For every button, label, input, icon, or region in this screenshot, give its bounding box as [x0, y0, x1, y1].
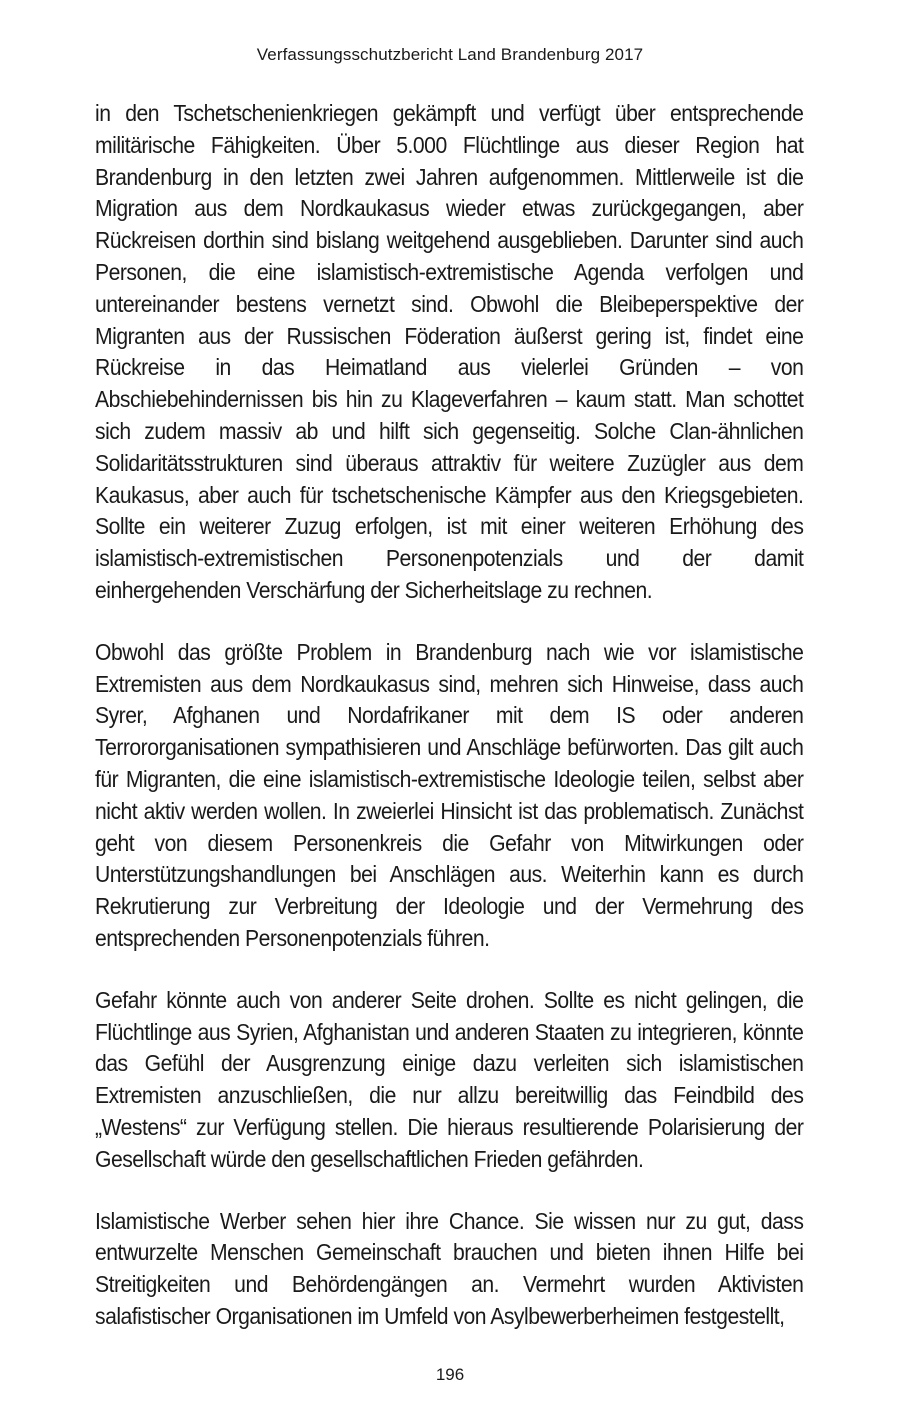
paragraph: Obwohl das größte Problem in Brandenburg nach wie vor islamistische Extremisten aus dem Nordkaukasus sind, mehren sich Hinweise, dass auch Syrer, Afghanen und Nordafrikaner mit dem IS oder anderen Terrororganisationen sympathisieren und Anschläge befürworten. Das gilt auch für Migranten, die eine islamistisch-extremistische Ideologie teilen, selbst aber nicht aktiv werden wollen. In zweierlei Hinsicht ist das problematisch. Zunächst geht von diesem Personenkreis die Gefahr von Mitwirkungen oder Unterstützungshandlungen bei Anschlägen aus. Weiterhin kann es durch Rekrutierung zur Verbreitung der Ideologie und der Vermehrung des entsprechenden Personenpotenzials führen. [95, 638, 804, 951]
paragraph: Islamistische Werber sehen hier ihre Chance. Sie wissen nur zu gut, dass entwurzelte Menschen Gemeinschaft brauchen und bieten ihnen Hilfe bei Streitigkeiten und Behördengängen an. Vermehrt wurden Aktivisten salafistischer Organisationen im Umfeld von Asylbewerberheimen festgestellt, [95, 1207, 804, 1329]
body-text [95, 98, 804, 1363]
paragraph: in den Tschetschenienkriegen gekämpft und verfügt über entsprechende militärische Fähigkeiten. Über 5.000 Flüchtlinge aus dieser Region hat Brandenburg in den letzten zwei Jahren aufgenommen. Mittlerweile ist die Migration aus dem Nordkaukasus wieder etwas zurückgegangen, aber Rückreisen dorthin sind bislang weitgehend ausgeblieben. Darunter sind auch Personen, die eine islamistisch-extremistische Agenda verfolgen und untereinander bestens vernetzt sind. Obwohl die Bleibeperspektive der Migranten aus der Russischen Föderation äußerst gering ist, findet eine Rückreise in das Heimatland aus vielerlei Gründen – von Abschiebehindernissen bis hin zu Klageverfahren – kaum statt. Man schottet sich zudem massiv ab und hilft sich gegenseitig. Solche Clan-ähnlichen Solidaritätsstrukturen sind überaus attraktiv für weitere Zuzügler aus dem Kaukasus, aber auch für tschetschenische Kämpfer aus den Kriegsgebieten. Sollte ein weiterer Zuzug erfolgen, ist mit einer weiteren Erhöhung des islamistisch-extremistischen Personenpotenzials und der damit einhergehenden Verschärfung der Sicherheitslage zu rechnen. [95, 100, 804, 603]
page-number: 196 [435, 1365, 465, 1384]
running-header: Verfassungsschutzbericht Land Brandenburg 2017 [256, 45, 644, 64]
paragraph: Gefahr könnte auch von anderer Seite drohen. Sollte es nicht gelingen, die Flüchtlinge aus Syrien, Afghanistan und anderen Staaten zu integrieren, könnte das Gefühl der Ausgrenzung einige dazu verleiten sich islamistischen Extremisten anzuschließen, die nur allzu bereitwillig das Feindbild des „Westens“ zur Verfügung stellen. Die hieraus resultierende Polarisierung der Gesellschaft würde den gesellschaftlichen Frieden gefährden. [95, 986, 804, 1172]
